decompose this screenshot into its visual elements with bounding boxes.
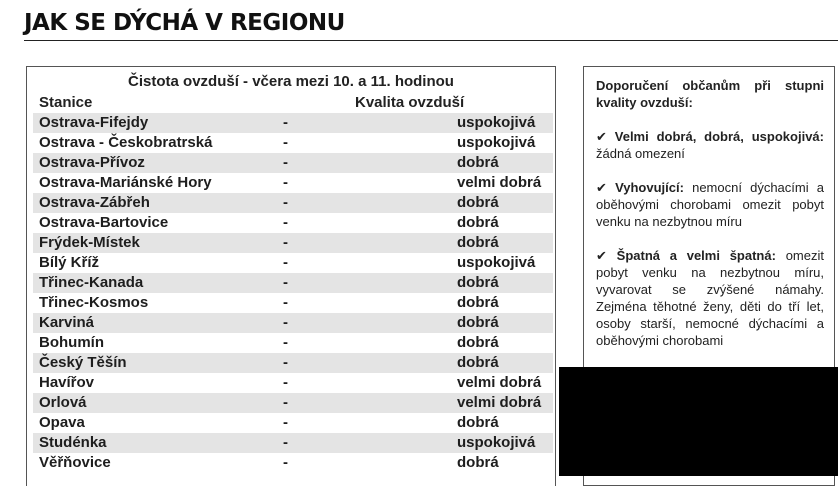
table-row [33, 153, 553, 173]
separator-dash: - [283, 294, 288, 311]
table-row [33, 273, 553, 293]
station-name: Ostrava-Fifejdy [39, 114, 149, 131]
station-name: Ostrava-Přívoz [39, 154, 145, 171]
separator-dash: - [283, 254, 288, 271]
column-header-station: Stanice [39, 94, 93, 111]
separator-dash: - [283, 374, 288, 391]
table-row [33, 353, 553, 373]
recommendation-text: omezit pobyt venku na nezbytnou míru, vyvarovat se zvýšené námahy. Zejména těhotné ženy, děti do tří let, osoby starší, nemocné dýchacími a oběhovými chorobami [596, 248, 824, 348]
table-row [33, 313, 553, 333]
recommendation-item [596, 179, 824, 230]
quality-value: uspokojivá [457, 434, 536, 451]
table-row [33, 213, 553, 233]
air-quality-table [26, 66, 556, 486]
table-row [33, 453, 553, 473]
table-row [33, 393, 553, 413]
station-name: Ostrava-Zábřeh [39, 194, 150, 211]
table-row [33, 133, 553, 153]
station-name: Ostrava-Bartovice [39, 214, 169, 231]
separator-dash: - [283, 214, 288, 231]
station-name: Frýdek-Místek [39, 234, 140, 251]
station-name: Český Těšín [39, 354, 127, 371]
separator-dash: - [283, 454, 288, 471]
table-row [33, 173, 553, 193]
recommendation-label: Vyhovující: [615, 180, 684, 195]
table-rows [33, 113, 553, 473]
recommendation-label: Velmi dobrá, dobrá, uspokojivá: [614, 129, 824, 144]
quality-value: velmi dobrá [457, 374, 542, 391]
station-name: Ostrava - Českobratrská [39, 134, 213, 151]
recommendation-item [596, 128, 824, 162]
quality-value: uspokojivá [457, 114, 536, 131]
separator-dash: - [283, 114, 288, 131]
separator-dash: - [283, 314, 288, 331]
table-row [33, 433, 553, 453]
station-name: Studénka [39, 434, 107, 451]
separator-dash: - [283, 414, 288, 431]
quality-value: velmi dobrá [457, 174, 542, 191]
station-name: Orlová [39, 394, 87, 411]
separator-dash: - [283, 194, 288, 211]
table-row [33, 413, 553, 433]
quality-value: dobrá [457, 334, 499, 351]
quality-value: dobrá [457, 314, 499, 331]
table-row [33, 333, 553, 353]
separator-dash: - [283, 434, 288, 451]
recommendations-content [596, 77, 824, 366]
quality-value: velmi dobrá [457, 394, 542, 411]
separator-dash: - [283, 354, 288, 371]
separator-dash: - [283, 174, 288, 191]
separator-dash: - [283, 274, 288, 291]
quality-value: dobrá [457, 154, 499, 171]
station-name: Ostrava-Mariánské Hory [39, 174, 212, 191]
station-name: Opava [39, 414, 85, 431]
table-row [33, 253, 553, 273]
recommendation-text: nemocní dýchacími a oběhovými chorobami omezit pobyt venku na nezbytnou míru [596, 180, 824, 229]
recommendation-text: žádná omezení [596, 146, 685, 161]
redaction-block [559, 367, 838, 476]
quality-value: dobrá [457, 294, 499, 311]
table-row [33, 113, 553, 133]
table-row [33, 373, 553, 393]
checkmark-icon: ✔ [596, 248, 607, 263]
table-title: Čistota ovzduší - včera mezi 10. a 11. hodinou [128, 73, 454, 90]
checkmark-icon: ✔ [596, 129, 607, 144]
separator-dash: - [283, 394, 288, 411]
station-name: Karviná [39, 314, 95, 331]
checkmark-icon: ✔ [596, 180, 607, 195]
separator-dash: - [283, 154, 288, 171]
quality-value: dobrá [457, 214, 499, 231]
quality-value: uspokojivá [457, 254, 536, 271]
station-name: Třinec-Kosmos [39, 294, 149, 311]
headline-divider [24, 40, 838, 41]
recommendations-title: Doporučení občanům při stupni kvality ovzduší: [596, 78, 824, 110]
recommendation-label: Špatná a velmi špatná: [616, 248, 776, 263]
table-row [33, 233, 553, 253]
station-name: Bílý Kříž [39, 254, 100, 271]
separator-dash: - [283, 334, 288, 351]
station-name: Havířov [39, 374, 95, 391]
station-name: Bohumín [39, 334, 104, 351]
quality-value: dobrá [457, 354, 499, 371]
page-headline: JAK SE DÝCHÁ V REGIONU [24, 10, 345, 36]
quality-value: dobrá [457, 454, 499, 471]
separator-dash: - [283, 134, 288, 151]
quality-value: dobrá [457, 414, 499, 431]
station-name: Věřňovice [39, 454, 111, 471]
recommendation-item [596, 247, 824, 349]
separator-dash: - [283, 234, 288, 251]
quality-value: dobrá [457, 194, 499, 211]
column-header-quality: Kvalita ovzduší [355, 94, 465, 111]
table-row [33, 193, 553, 213]
table-row [33, 293, 553, 313]
quality-value: dobrá [457, 234, 499, 251]
quality-value: dobrá [457, 274, 499, 291]
station-name: Třinec-Kanada [39, 274, 144, 291]
quality-value: uspokojivá [457, 134, 536, 151]
